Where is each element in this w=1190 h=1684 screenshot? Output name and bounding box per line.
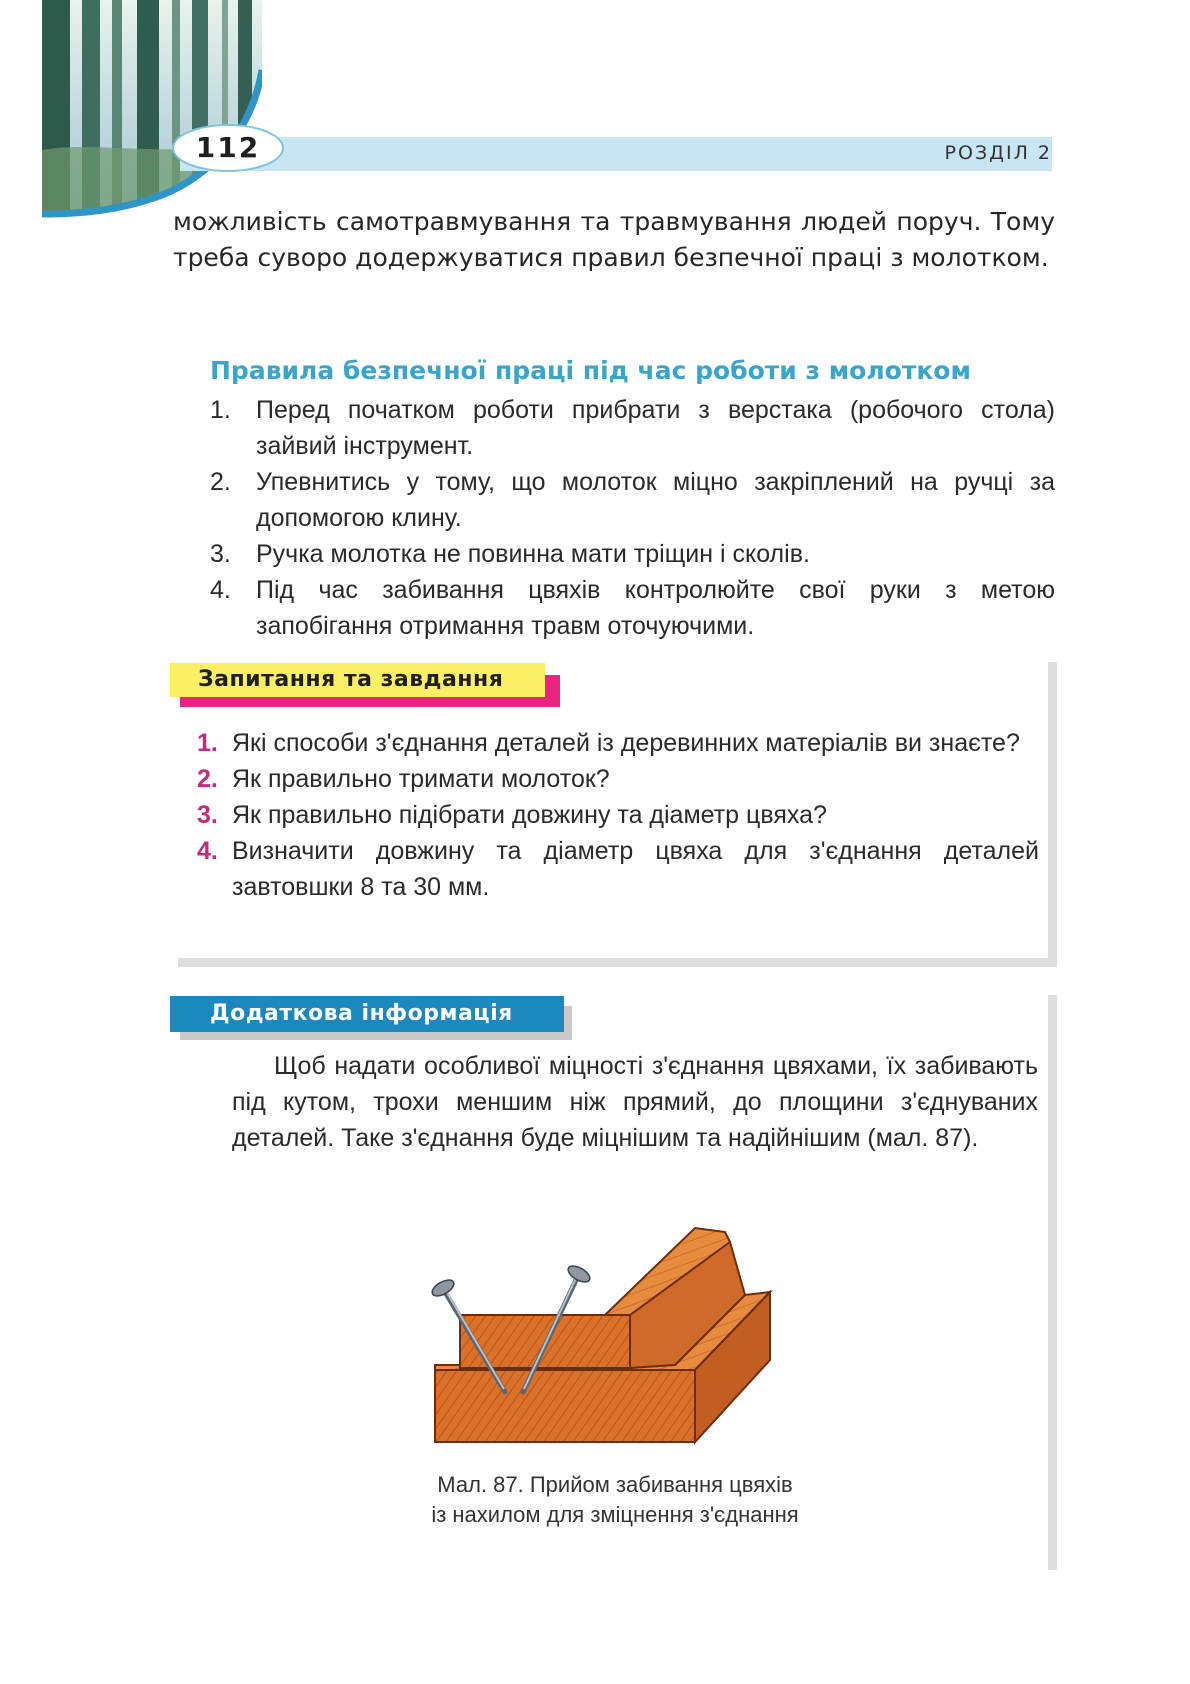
rules-title: Правила безпечної праці під час роботи з молотком — [210, 356, 971, 385]
question-text: Визначити довжину та діаметр цвяха для з'єднання деталей завтовшки 8 та 30 мм. — [232, 837, 1039, 901]
header-bar — [180, 137, 1052, 171]
question-number: 3. — [197, 801, 218, 829]
info-box-border — [1048, 995, 1057, 1570]
list-item — [210, 464, 1055, 536]
rule-text: Упевнитись у тому, що молоток міцно закріплений на ручці за допомогою клину. — [256, 468, 1055, 532]
questions-label — [170, 663, 562, 705]
question-number: 1. — [197, 729, 218, 757]
rules-list — [210, 392, 1055, 644]
rule-number: 1. — [210, 396, 231, 424]
list-item — [210, 392, 1055, 464]
question-text: Як правильно тримати молоток? — [232, 765, 610, 793]
questions-box-border — [1048, 662, 1057, 967]
question-text: Як правильно підібрати довжину та діаметр цвяха? — [232, 801, 827, 829]
bottom-board-front — [435, 1370, 695, 1442]
section-label: РОЗДІЛ 2 — [944, 142, 1052, 164]
info-label — [170, 996, 570, 1036]
caption-line-1: Мал. 87. Прийом забивання цвяхів — [437, 1472, 793, 1497]
forest-photo — [42, 0, 262, 222]
figure-caption — [360, 1470, 870, 1530]
rule-text: Ручка молотка не повинна мати тріщин і сколів. — [256, 540, 810, 568]
questions-title: Запитання та завдання — [170, 663, 545, 697]
rule-text: Під час забивання цвяхів контролюйте свої руки з метою запобігання отримання травм оточуючими. — [256, 576, 1055, 640]
list-item — [197, 833, 1039, 905]
rule-number: 4. — [210, 576, 231, 604]
list-item — [197, 725, 1039, 761]
wood-nails-illustration — [425, 1220, 785, 1445]
intro-paragraph: можливість самотравмування та травмування людей поруч. Тому треба суворо додержуватися правил безпечної праці з молотком. — [173, 207, 1055, 272]
list-item — [197, 797, 1039, 833]
info-paragraph: Щоб надати особливої міцності з'єднання цвяхами, їх забивають під кутом, трохи меншим ніж прямий, до площини з'єднуваних деталей. Таке з'єднання буде міцнішим та надійнішим (мал. 87). — [232, 1052, 1038, 1152]
question-number: 2. — [197, 765, 218, 793]
questions-box-border — [178, 958, 1057, 967]
list-item — [210, 536, 1055, 572]
question-number: 4. — [197, 837, 218, 865]
page-number: 112 — [172, 124, 284, 172]
question-text: Які способи з'єднання деталей із деревинних матеріалів ви знаєте? — [232, 729, 1020, 757]
list-item — [210, 572, 1055, 644]
info-title: Додаткова інформація — [170, 996, 564, 1032]
caption-line-2: із нахилом для зміцнення з'єднання — [431, 1502, 799, 1527]
rule-number: 3. — [210, 540, 231, 568]
list-item — [197, 761, 1039, 797]
questions-list — [197, 725, 1039, 905]
rule-text: Перед початком роботи прибрати з верстака (робочого стола) зайвий інструмент. — [256, 396, 1055, 460]
rule-number: 2. — [210, 468, 231, 496]
